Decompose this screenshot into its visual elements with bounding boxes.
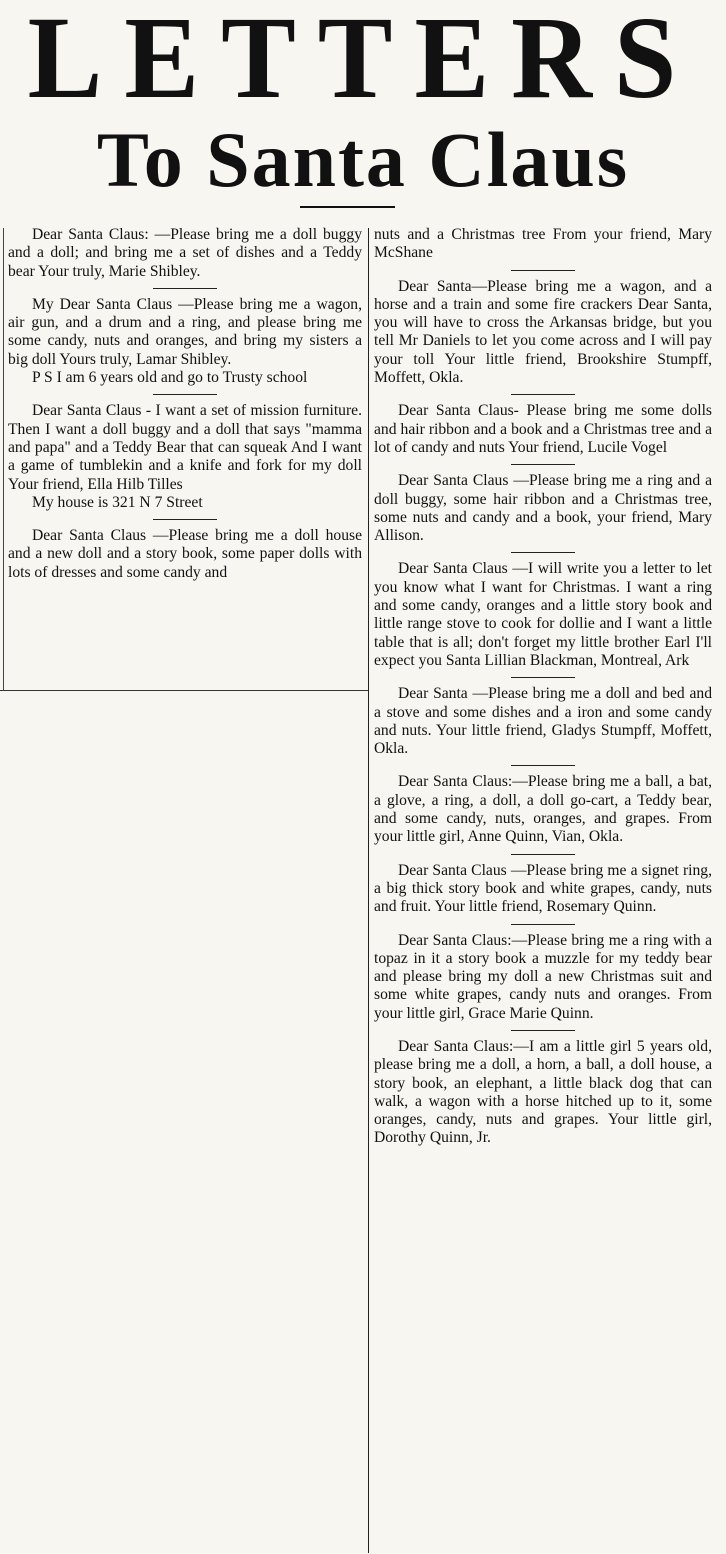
letter [374, 1038, 712, 1148]
letter-separator [511, 924, 575, 925]
letter-separator [511, 270, 575, 271]
letter-paragraph: Dear Santa—Please bring me a wagon, and a horse and a train and some fire crackers Dear Santa, you will have to cross the Arkansas bridge, but you tell Mr Daniels to let you come across and I will pay your toll Your little friend, Brookshire Stumpff, Moffett, Okla. [374, 277, 712, 387]
letter-separator [153, 519, 217, 520]
left-column-bottom-rule [0, 690, 368, 691]
letter [374, 773, 712, 846]
letter [8, 296, 362, 387]
left-edge-rule [3, 228, 4, 690]
letter [374, 402, 712, 457]
letter-continuation [374, 226, 712, 263]
column-divider [368, 228, 369, 1553]
letter-separator [511, 394, 575, 395]
letter [374, 932, 712, 1023]
headline-line1: LETTERS [27, 0, 699, 124]
letter-paragraph: Dear Santa Claus:—I am a little girl 5 years old, please bring me a doll, a horn, a ball, a doll house, a story book, an elephant, a little black dog that can walk, a wagon with a horse hitched up to it, some oranges, candy, nuts and grapes. Your little girl, Dorothy Quinn, Jr. [374, 1037, 712, 1147]
letter-separator [153, 394, 217, 395]
letter-paragraph: Dear Santa Claus:—Please bring me a ball, a bat, a glove, a ring, a doll, a doll go-cart, a Teddy bear, and some candy, nuts, oranges, and grapes. From your little girl, Anne Quinn, Vian, Okla. [374, 773, 712, 846]
letter [8, 226, 362, 281]
letter [374, 862, 712, 917]
letter-paragraph: P S I am 6 years old and go to Trusty school [32, 369, 308, 387]
letter [8, 402, 362, 512]
letter-paragraph: Dear Santa Claus:—Please bring me a ring with a topaz in it a story book a muzzle for my teddy bear and please bring my doll a new Christmas suit and some white grapes, candy nuts and oranges. From your little girl, Grace Marie Quinn. [374, 931, 712, 1022]
letter [8, 527, 362, 582]
letter-paragraph: Dear Santa —Please bring me a doll and bed and a stove and some dishes and a iron and some candy and nuts. Your little friend, Gladys Stumpff, Moffett, Okla. [374, 685, 712, 758]
letter-paragraph: Dear Santa Claus: —Please bring me a doll buggy and a doll; and bring me a set of dishes and a Teddy bear Your truly, Marie Shibley. [8, 226, 362, 280]
letter-separator [511, 1030, 575, 1031]
right-column [374, 226, 712, 1148]
left-column [8, 226, 362, 582]
headline-rule [300, 206, 395, 208]
letter-separator [511, 765, 575, 766]
letter-separator [511, 552, 575, 553]
letter-paragraph: Dear Santa Claus —Please bring me a doll house and a new doll and a story book, some paper dolls with lots of dresses and some candy and [8, 527, 362, 581]
letter-paragraph: My Dear Santa Claus —Please bring me a wagon, air gun, and a drum and a ring, and please bring me some candy, nuts and oranges, and bring my sisters a big doll Yours truly, Lamar Shibley. [8, 295, 362, 368]
letter-paragraph: Dear Santa Claus —Please bring me a ring and a doll buggy, some hair ribbon and a Christmas tree, some nuts and candy and a book, your friend, Mary Allison. [374, 472, 712, 545]
letter-paragraph: Dear Santa Claus —I will write you a letter to let you know what I want for Christmas. I want a ring and some candy, oranges and a little story book and little range stove to cook for dollie and I want a little table that is all; don't forget my little brother Earl I'll expect you Santa Lillian Blackman, Montreal, Ark [374, 560, 712, 669]
headline-line2: To Santa Claus [96, 116, 630, 203]
letter-paragraph: My house is 321 N 7 Street [32, 493, 203, 511]
letter-paragraph: nuts and a Christmas tree From your friend, Mary McShane [374, 226, 712, 262]
letter-separator [511, 854, 575, 855]
letter [374, 685, 712, 758]
letter [374, 560, 712, 670]
letter [374, 278, 712, 388]
letter-separator [153, 288, 217, 289]
letter-separator [511, 677, 575, 678]
letter-paragraph: Dear Santa Claus - I want a set of mission furniture. Then I want a doll buggy and a doll that says "mamma and papa" and a Teddy Bear that can squeak And I want a game of tumblekin and a knife and fork for my doll Your friend, Ella Hilb Tilles [8, 402, 362, 493]
letter-separator [511, 464, 575, 465]
letter-paragraph: Dear Santa Claus —Please bring me a signet ring, a big thick story book and white grapes, candy, nuts and fruit. Your little friend, Rosemary Quinn. [374, 861, 712, 916]
letter [374, 472, 712, 545]
letter-paragraph: Dear Santa Claus- Please bring me some dolls and hair ribbon and a book and a Christmas tree and a lot of candy and nuts Your friend, Lucile Vogel [374, 402, 712, 456]
